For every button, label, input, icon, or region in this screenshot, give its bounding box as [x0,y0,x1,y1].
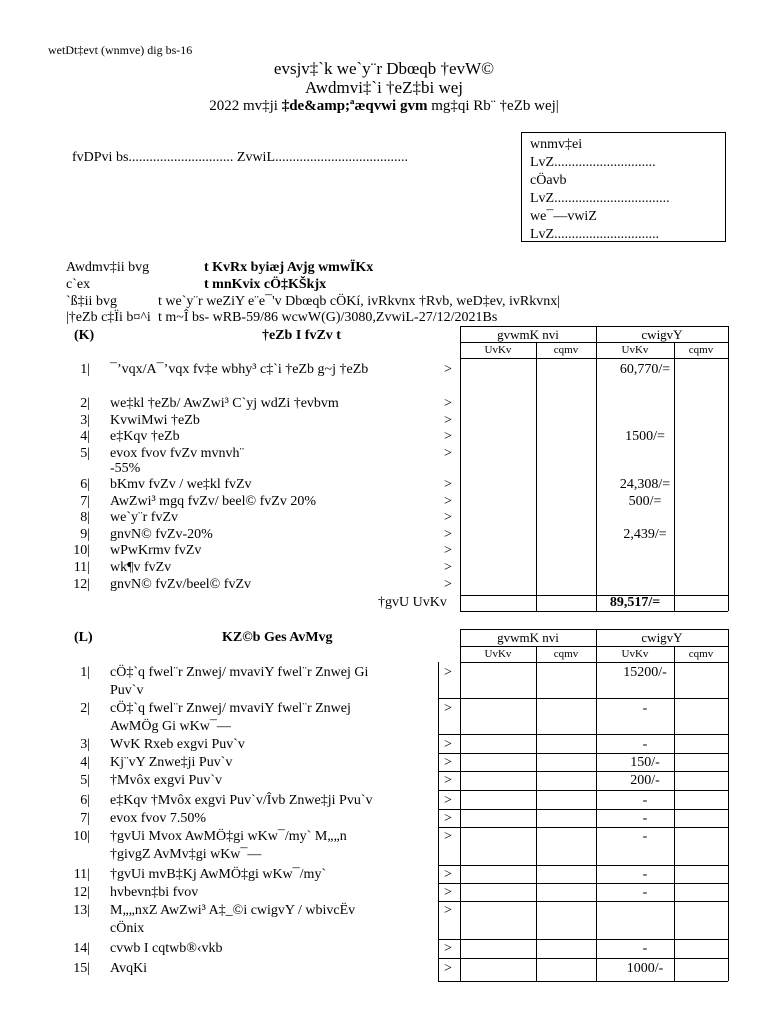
row-arrow: > [444,903,452,918]
col-group-rate: gvwmK nvi [497,327,559,342]
row-description: e‡Kqv †Mvôx exgvi Puv`v/Îvb Znwe‡ji Pvu`v [110,793,373,808]
total-label: †gvU UvKv [378,595,447,610]
row-arrow: > [444,396,452,411]
row-number: 6| [80,793,90,808]
col-taka: UvKv [621,648,649,660]
row-amount: - [642,867,648,882]
col-taka: UvKv [484,648,512,660]
row-description: we‡kl †eZb/ AwZwi³ C`yj wdZi †evbvm [110,396,339,411]
row-arrow: > [444,793,452,808]
row-number: 10| [73,829,90,844]
row-amount: 150/- [630,755,660,770]
col-poisha: cqmv [688,344,714,356]
subtitle-month: ‡de&amp;ªæqvwi gvm [281,98,428,114]
row-arrow: > [444,577,452,592]
table-row [0,903,768,939]
table-row [0,446,768,462]
row-amount: - [642,701,648,716]
row-amount: - [642,941,648,956]
table-row [0,867,768,883]
info-label: Awdmv‡ii bvg [66,260,150,275]
row-number: 12| [73,885,90,900]
grid-line [438,753,728,754]
info-label: `ß‡ii bvg [66,294,117,309]
grid-line [460,358,728,359]
grid-line [438,790,728,791]
org-title: evsjv‡`k we`y¨r Dbœqb †evW© [273,59,495,78]
row-arrow: > [444,494,452,509]
row-arrow: > [444,755,452,770]
row-description: †Mvôx exgvi Puv`v [110,773,222,788]
grid-line [438,662,439,981]
row-amount: 1000/- [626,961,664,976]
col-group-amount: cwigvY [641,630,683,645]
row-amount: 200/- [630,773,660,788]
account-box-line: LvZ............................. [530,155,656,170]
row-amount: 500/= [628,494,662,509]
row-description: KvwiMwi †eZb [110,413,200,428]
row-amount: 24,308/= [619,477,671,492]
table-row [0,755,768,771]
grid-line [438,901,728,902]
info-value: t KvRx byiæj Avjg wmwÏKx [204,260,374,275]
row-description-cont: Puv`v [110,683,144,698]
row-number: 6| [80,477,90,492]
info-value: t we`y¨r weZiY e¨e¯'v Dbœqb cÖKí, ivRkvnx †Rvb, weD‡ev, ivRkvnx| [158,294,561,309]
row-description: †gvUi Mvox AwMÖ‡gi wKw¯/my` M„„n [110,829,347,844]
row-arrow: > [444,446,452,461]
account-box-line: wnmv‡ei [530,137,583,152]
row-number: 7| [80,811,90,826]
table-row [0,560,768,576]
table-row [0,665,768,699]
row-arrow: > [444,829,452,844]
row-description: evox fvov fvZv mvnvh¨ [110,446,245,461]
row-arrow: > [444,413,452,428]
row-number: 4| [80,755,90,770]
table-row [0,793,768,809]
row-amount: - [642,829,648,844]
row-description: M„„nxZ AwZwi³ A‡_©i cwigvY / wbivcËv [110,903,356,918]
col-group-amount: cwigvY [641,327,683,342]
grid-line [438,809,728,810]
grid-line [438,734,728,735]
account-box-line: LvZ.............................. [530,227,660,242]
row-arrow: > [444,527,452,542]
row-amount: - [642,737,648,752]
grid-line [460,662,728,663]
account-box-line: LvZ................................. [530,191,670,206]
officer-info [0,260,768,330]
document-title: Awdmvi‡`i †eZ‡bi wej [304,78,464,97]
row-description: we`y¨r fvZv [110,510,179,525]
grid-line [438,939,728,940]
row-number: 4| [80,429,90,444]
row-description: evox fvov 7.50% [110,811,207,826]
col-taka: UvKv [621,344,649,356]
table-row [0,510,768,526]
row-description: wk¶v fvZv [110,560,172,575]
row-number: 2| [80,396,90,411]
row-description: ¯’vqx/A¯’vqx fv‡e wbhy³ c‡`i †eZb g~j †eZb [110,362,369,377]
table-row [0,773,768,789]
info-label: c`ex [66,277,91,292]
row-amount: 15200/- [623,665,667,680]
row-arrow: > [444,811,452,826]
row-number: 1| [80,362,90,377]
table-row [0,543,768,559]
row-description: wPwKrmv fvZv [110,543,202,558]
col-taka: UvKv [484,344,512,356]
row-arrow: > [444,941,452,956]
table-row [0,396,768,412]
row-number: 14| [73,941,90,956]
col-poisha: cqmv [553,344,579,356]
row-description: WvK Rxeb exgvi Puv`v [110,737,245,752]
form-number: wetDt‡evt (wnmve) dig bs-16 [48,43,193,57]
row-description: gnvN© fvZv-20% [110,527,213,542]
table-row [0,362,768,378]
grid-line [438,981,728,982]
grid-line [438,883,728,884]
grid-line [438,771,728,772]
row-description: Kj¨vY Znwe‡ji Puv`v [110,755,233,770]
row-number: 5| [80,446,90,461]
table-row [0,429,768,445]
row-number: 8| [80,510,90,525]
table-row [0,885,768,901]
grid-line [438,958,728,959]
row-arrow: > [444,701,452,716]
row-arrow: > [444,737,452,752]
section-l-id: (L) [74,630,93,645]
row-description: -55% [110,461,141,476]
row-description: cÖ‡`q fwel¨r Znwej/ mvaviY fwel¨r Znwej [110,701,351,716]
row-number: 10| [73,543,90,558]
row-number: 3| [80,737,90,752]
voucher-line: fvDPvi bs.............................. ZvwiL...................................... [72,150,408,165]
grid-line [460,646,728,647]
table-row [0,737,768,753]
table-row [0,494,768,510]
info-value: t m~Î bs- wRB-59/86 wcwW(G)/3080,ZvwiL-27/12/2021Bs [158,310,498,325]
col-poisha: cqmv [553,648,579,660]
table-row [0,961,768,977]
row-arrow: > [444,665,452,680]
section-l-title: KZ©b Ges AvMvg [222,630,333,645]
table-row [0,413,768,429]
section-k-id: (K) [74,328,95,343]
row-description: gnvN© fvZv/beel© fvZv [110,577,252,592]
col-group-rate: gvwmK nvi [497,630,559,645]
row-arrow: > [444,961,452,976]
document-subtitle [0,98,768,115]
row-description-cont: †givgZ AvMv‡gi wKw¯— [110,847,262,862]
row-amount: 60,770/= [619,362,671,377]
row-number: 2| [80,701,90,716]
row-description: e‡Kqv †eZb [110,429,180,444]
row-arrow: > [444,510,452,525]
row-description: AvqKi [110,961,148,976]
row-arrow: > [444,362,452,377]
row-arrow: > [444,773,452,788]
table-row [0,461,768,477]
subtitle-pre: 2022 mv‡ji [209,98,282,114]
row-number: 3| [80,413,90,428]
account-box [521,132,726,242]
info-label: |†eZb c‡Ïi b¤^i [66,310,151,325]
row-description-cont: cÖnix [110,921,145,936]
row-number: 11| [73,560,90,575]
total-amount: 89,517/= [609,595,661,610]
row-description: cvwb I cqtwb®‹vkb [110,941,223,956]
row-number: 1| [80,665,90,680]
table-row [0,701,768,735]
table-row [0,811,768,827]
table-row [0,527,768,543]
row-amount: - [642,885,648,900]
row-description: hvbevn‡bi fvov [110,885,199,900]
row-arrow: > [444,560,452,575]
row-arrow: > [444,885,452,900]
row-amount: 1500/= [625,429,665,444]
grid-line [438,865,728,866]
grid-line [460,611,728,612]
grid-line [438,698,728,699]
row-number: 5| [80,773,90,788]
row-number: 12| [73,577,90,592]
table-row [0,829,768,865]
section-k-title: †eZb I fvZv t [262,328,341,343]
row-number: 9| [80,527,90,542]
row-description: bKmv fvZv / we‡kl fvZv [110,477,252,492]
account-box-line: we¯—vwiZ [530,209,597,224]
row-description: AwZwi³ mgq fvZv/ beel© fvZv 20% [110,494,317,509]
grid-line [460,595,728,596]
row-arrow: > [444,477,452,492]
row-amount: - [642,811,648,826]
row-arrow: > [444,543,452,558]
table-row [0,941,768,957]
subtitle-post: mg‡qi Rb¨ †eZb wej| [427,98,559,114]
table-row [0,577,768,593]
row-arrow: > [444,867,452,882]
account-box-line: cÖavb [530,173,567,188]
table-row [0,477,768,493]
row-description: †gvUi mvB‡Kj AwMÖ‡gi wKw¯/my` [110,867,327,882]
row-number: 13| [73,903,90,918]
grid-line [438,827,728,828]
row-description-cont: AwMÖg Gi wKw¯— [110,719,231,734]
row-amount: 2,439/= [623,527,667,542]
row-description: cÖ‡`q fwel¨r Znwej/ mvaviY fwel¨r Znwej Gi [110,665,369,680]
row-amount: - [642,793,648,808]
row-number: 11| [73,867,90,882]
row-number: 7| [80,494,90,509]
row-number: 15| [73,961,90,976]
row-arrow: > [444,429,452,444]
info-value: t mnKvix cÖ‡KŠkjx [204,277,327,292]
col-poisha: cqmv [688,648,714,660]
